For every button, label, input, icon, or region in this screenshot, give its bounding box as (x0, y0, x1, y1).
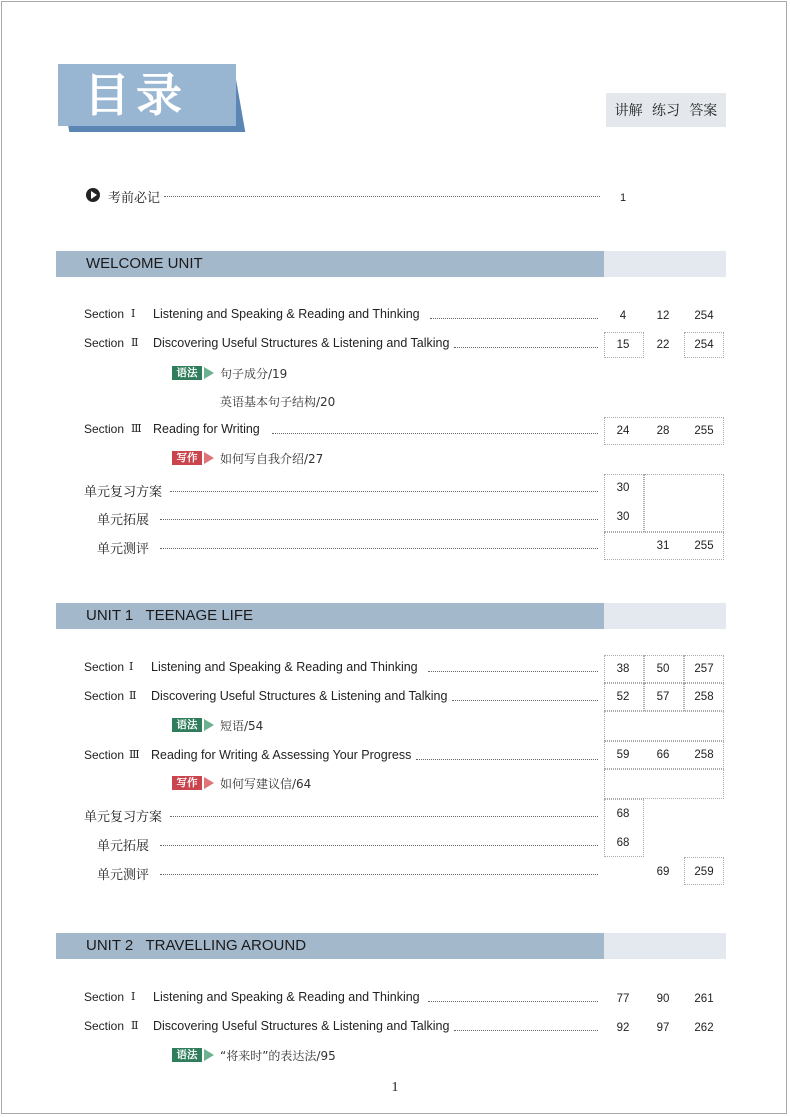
dot-leader (164, 196, 600, 197)
dot-leader (160, 874, 598, 875)
page-explain: 59 (616, 749, 630, 761)
page-explain: 30 (616, 511, 630, 523)
page-answer: 261 (694, 993, 714, 1005)
page-answer: 255 (694, 540, 714, 552)
grammar-topic[interactable]: 英语基本句子结构/20 (220, 395, 336, 409)
section-label: Section (84, 660, 125, 674)
page-explain: 68 (616, 808, 630, 820)
badge-arrow-icon (204, 1049, 214, 1061)
page-answer: 255 (694, 425, 714, 437)
unit-test[interactable]: 单元测评 (97, 868, 150, 883)
memo-page: 1 (620, 192, 627, 204)
unit-review[interactable]: 单元复习方案 (84, 485, 163, 500)
page-practice: 97 (656, 1022, 670, 1034)
page-practice: 50 (656, 663, 670, 675)
memo-label[interactable]: 考前必记 (108, 191, 161, 206)
page-explain: 38 (616, 663, 630, 675)
page-number: 1 (391, 1080, 399, 1095)
page-explain: 92 (616, 1022, 630, 1034)
dot-leader (428, 1001, 598, 1002)
badge-arrow-icon (204, 367, 214, 379)
section-number: Ⅱ (131, 1019, 139, 1032)
page-explain: 68 (616, 837, 630, 849)
writing-badge: 写作 (172, 776, 202, 790)
section-title[interactable]: Discovering Useful Structures & Listening and Talking (151, 689, 448, 703)
section-number: Ⅰ (131, 990, 136, 1003)
writing-topic[interactable]: 如何写自我介绍/27 (220, 452, 324, 466)
section-number: Ⅲ (131, 422, 142, 435)
unit-review[interactable]: 单元复习方案 (84, 810, 163, 825)
section-label: Section (84, 748, 125, 762)
page-answer: 262 (694, 1022, 714, 1034)
column-headers (606, 93, 726, 127)
section-title[interactable]: Listening and Speaking & Reading and Thinking (153, 307, 420, 321)
dot-leader (272, 433, 598, 434)
section-label: Section (84, 422, 125, 436)
section-number: Ⅱ (129, 689, 137, 702)
section-number: Ⅱ (131, 336, 139, 349)
page-box (604, 711, 724, 741)
page-answer: 254 (694, 310, 714, 322)
unit-title: WELCOME UNIT (86, 255, 203, 272)
section-title[interactable]: Listening and Speaking & Reading and Thinking (153, 990, 420, 1004)
unit-extension[interactable]: 单元拓展 (97, 839, 150, 854)
section-title[interactable]: Discovering Useful Structures & Listening and Talking (153, 1019, 450, 1033)
page-practice: 28 (656, 425, 670, 437)
section-number: Ⅲ (129, 748, 140, 761)
unit-bar-tail (604, 251, 726, 277)
section-title[interactable]: Reading for Writing & Assessing Your Progress (151, 748, 412, 762)
page-practice: 90 (656, 993, 670, 1005)
section-number: Ⅰ (131, 307, 136, 320)
grammar-badge: 语法 (172, 366, 202, 380)
page-practice: 57 (656, 691, 670, 703)
unit-bar-unit2 (56, 933, 726, 959)
unit-bar-tail (604, 603, 726, 629)
unit-extension[interactable]: 单元拓展 (97, 513, 150, 528)
page-practice: 66 (656, 749, 670, 761)
page-explain: 30 (616, 482, 630, 494)
grammar-badge: 语法 (172, 718, 202, 732)
page-answer: 254 (694, 339, 714, 351)
dot-leader (416, 759, 598, 760)
badge-arrow-icon (204, 452, 214, 464)
grammar-topic[interactable]: 句子成分/19 (220, 367, 288, 381)
section-label: Section (84, 307, 125, 321)
dot-leader (454, 1030, 598, 1031)
dot-leader (452, 700, 598, 701)
page-explain: 77 (616, 993, 630, 1005)
page-title: 目录 (84, 68, 188, 122)
unit-bar-tail (604, 933, 726, 959)
grammar-topic[interactable]: 短语/54 (220, 719, 264, 733)
column-practice: 练习 (651, 103, 680, 119)
page-explain: 4 (619, 310, 627, 322)
page-practice: 69 (656, 866, 670, 878)
unit-bar-unit1 (56, 603, 726, 629)
writing-badge: 写作 (172, 451, 202, 465)
column-explain: 讲解 (614, 103, 643, 119)
grammar-badge: 语法 (172, 1048, 202, 1062)
page-answer: 258 (694, 691, 714, 703)
writing-topic[interactable]: 如何写建议信/64 (220, 777, 312, 791)
section-label: Section (84, 990, 125, 1004)
section-title[interactable]: Reading for Writing (153, 422, 260, 436)
column-answer: 答案 (689, 103, 718, 119)
dot-leader (170, 816, 598, 817)
section-title[interactable]: Discovering Useful Structures & Listening and Talking (153, 336, 450, 350)
section-title[interactable]: Listening and Speaking & Reading and Thinking (151, 660, 418, 674)
section-label: Section (84, 1019, 125, 1033)
page-explain: 24 (616, 425, 630, 437)
dot-leader (170, 491, 598, 492)
dot-leader (430, 318, 598, 319)
page-answer: 257 (694, 663, 714, 675)
page-explain: 52 (616, 691, 630, 703)
dot-leader (160, 519, 598, 520)
dot-leader (160, 548, 598, 549)
unit-title: UNIT 2 TRAVELLING AROUND (86, 937, 307, 954)
unit-bar-welcome (56, 251, 726, 277)
page-box (604, 769, 724, 799)
section-label: Section (84, 689, 125, 703)
play-circle-icon (86, 188, 100, 202)
section-number: Ⅰ (129, 660, 134, 673)
dot-leader (160, 845, 598, 846)
page-answer: 258 (694, 749, 714, 761)
page-box (644, 474, 724, 532)
dot-leader (428, 671, 598, 672)
badge-arrow-icon (204, 719, 214, 731)
badge-arrow-icon (204, 777, 214, 789)
grammar-topic[interactable]: “将来时”的表达法/95 (220, 1049, 336, 1063)
page-practice: 31 (656, 540, 670, 552)
page-answer: 259 (694, 866, 714, 878)
page-practice: 22 (656, 339, 670, 351)
page-practice: 12 (656, 310, 670, 322)
section-label: Section (84, 336, 125, 350)
unit-title: UNIT 1 TEENAGE LIFE (86, 607, 253, 624)
page-explain: 15 (616, 339, 630, 351)
dot-leader (454, 347, 598, 348)
unit-test[interactable]: 单元测评 (97, 542, 150, 557)
